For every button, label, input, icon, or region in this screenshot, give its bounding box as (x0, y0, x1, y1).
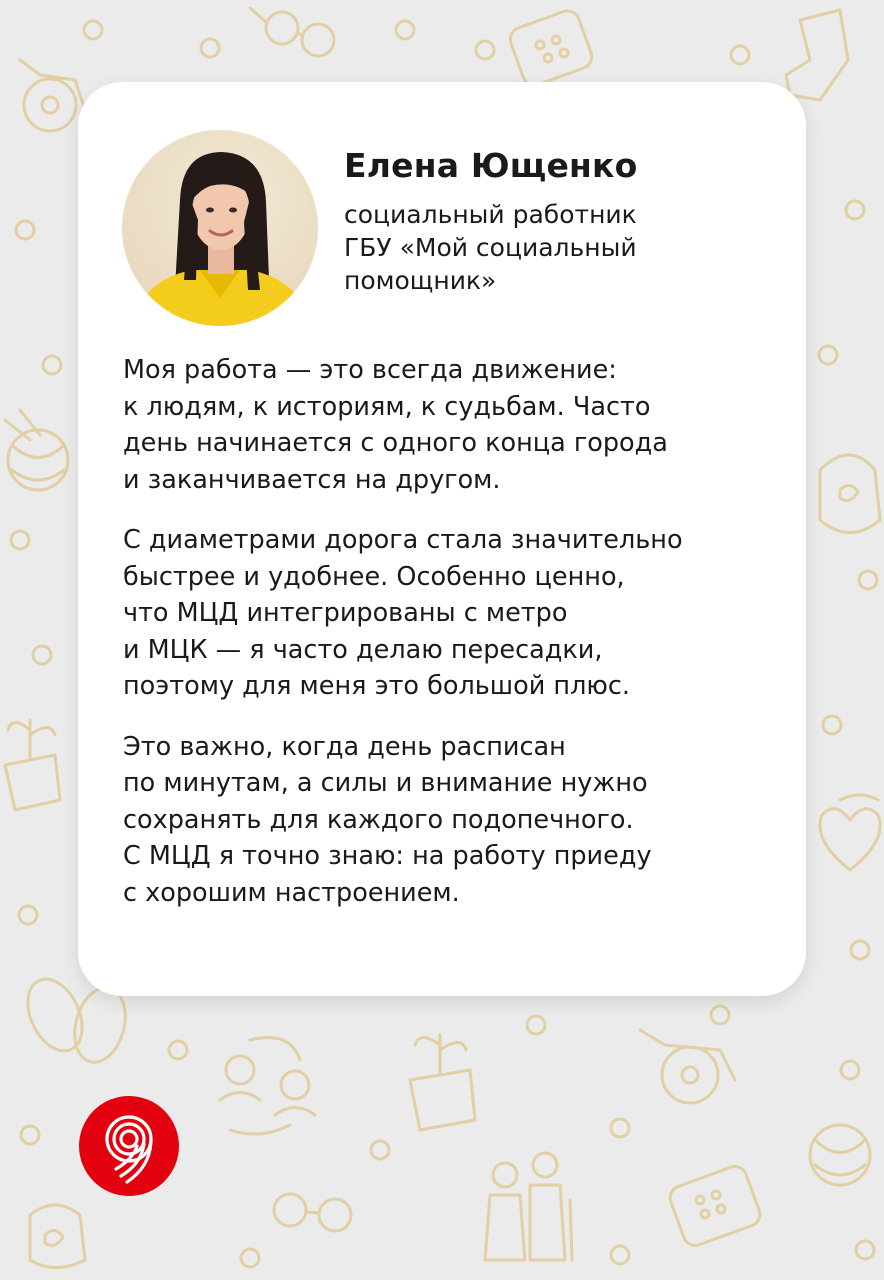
text-line: к людям, к историям, к судьбам. Часто (123, 391, 651, 422)
text-line: С МЦД я точно знаю: на работу приеду (123, 841, 652, 871)
quote-text (123, 352, 773, 935)
role-line: социальный работник (344, 200, 637, 229)
quote-card (78, 82, 806, 996)
text-line: сохранять для каждого подопечного. (123, 804, 634, 835)
text-line: что МЦД интегрированы с метро (123, 598, 568, 628)
text-line: быстрее и удобнее. Особенно ценно, (123, 561, 625, 592)
paragraph (123, 522, 773, 705)
person-name: Елена Ющенко (344, 146, 638, 185)
text-line: день начинается с одного конца города (123, 428, 668, 458)
text-line: Это важно, когда день расписан (123, 731, 566, 762)
avatar (122, 130, 318, 326)
text-line: по минутам, а силы и внимание нужно (123, 768, 648, 798)
role-line: ГБУ «Мой социальный (344, 233, 637, 262)
moscow-nine-logo-icon (79, 1096, 179, 1196)
text-line: с хорошим настроением. (123, 877, 460, 908)
text-line: Моя работа — это всегда движение: (123, 355, 617, 385)
role-line: помощник» (344, 266, 497, 295)
text-line: С диаметрами дорога стала значительно (123, 525, 683, 555)
paragraph (123, 729, 773, 912)
text-line: поэтому для меня это большой плюс. (123, 671, 630, 701)
text-line: и МЦК — я часто делаю пересадки, (123, 634, 603, 665)
person-role (344, 198, 764, 297)
paragraph (123, 352, 773, 498)
text-line: и заканчивается на другом. (123, 464, 501, 495)
